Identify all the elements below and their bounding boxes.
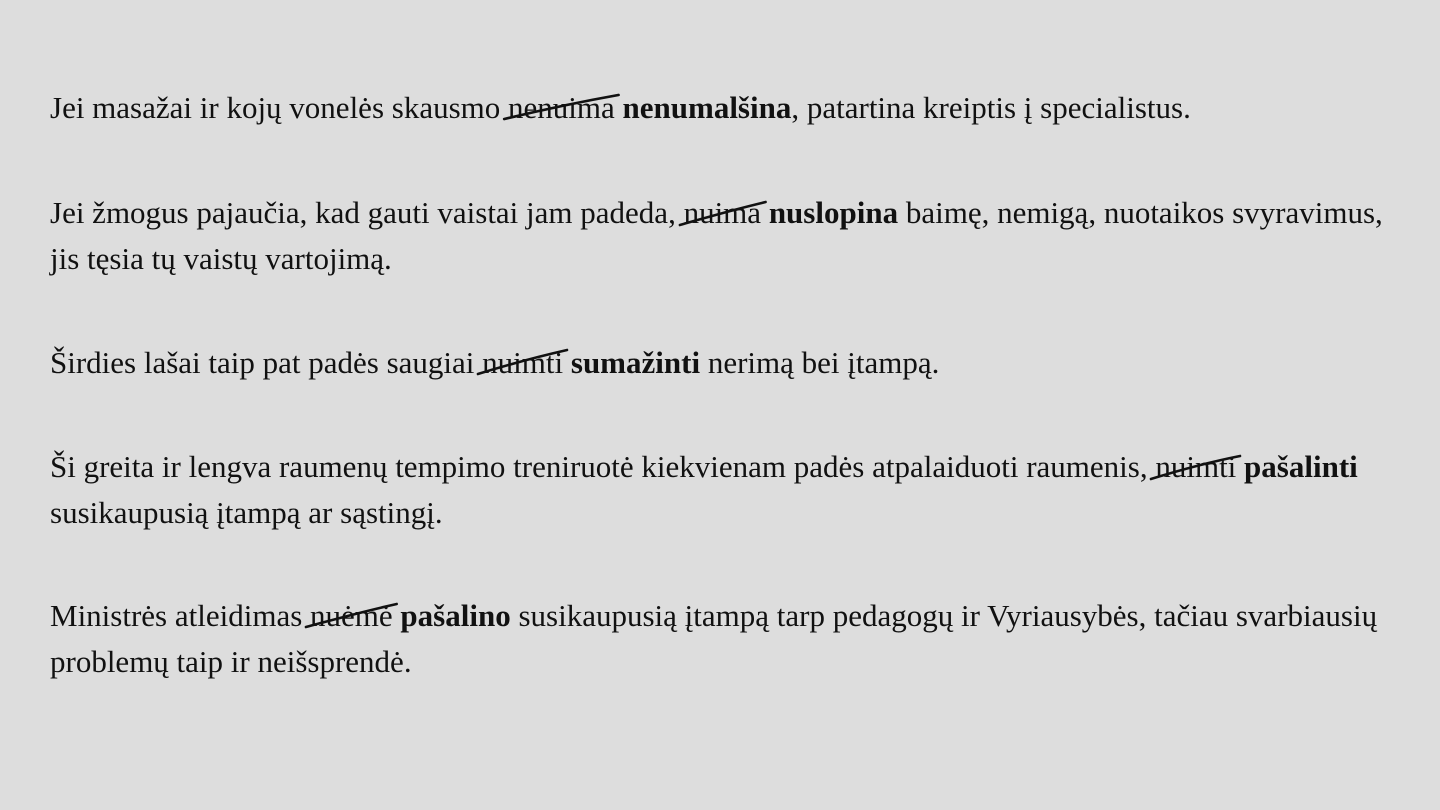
example-sentence <box>50 444 1390 536</box>
sentence-text: susikaupusią įtampą ar sąstingį. <box>50 495 443 530</box>
sentence-text: Ministrės atleidimas <box>50 598 311 633</box>
struck-word <box>508 85 615 131</box>
struck-word <box>482 340 563 386</box>
sentence-text: nerimą bei įtampą. <box>700 345 940 380</box>
struck-word-text: nuima <box>683 195 762 230</box>
struck-word <box>1155 444 1236 490</box>
example-sentence <box>50 190 1390 282</box>
struck-word-text: nuėmė <box>310 598 393 633</box>
struck-word-text: nuimti <box>482 345 564 380</box>
correction-word: sumažinti <box>570 345 701 380</box>
correction-word: pašalinti <box>1244 449 1358 484</box>
sentence-text: Jei masažai ir kojų vonelės skausmo <box>50 90 509 125</box>
sentence-text: , patartina kreiptis į specialistus. <box>791 90 1191 125</box>
correction-word: nenumalšina <box>622 90 792 125</box>
struck-word-text: nuimti <box>1155 449 1237 484</box>
example-sentence <box>50 593 1390 685</box>
struck-word <box>310 593 393 639</box>
sentence-text: Širdies lašai taip pat padės saugiai <box>50 345 483 380</box>
sentence-text: Ši greita ir lengva raumenų tempimo treniruotė kiekvienam padės atpalaiduoti raumenis, <box>50 449 1156 484</box>
struck-word-text: nenuima <box>508 90 615 125</box>
example-sentence <box>50 340 1390 386</box>
sentence-text: Jei žmogus pajaučia, kad gauti vaistai jam padeda, <box>50 195 684 230</box>
correction-word: pašalino <box>400 598 511 633</box>
sentence-text: susikaupusią įtampą tarp pedagogų ir Vyriausybės, tačiau svarbiausių problemų taip ir neišsprendė. <box>50 598 1378 679</box>
sentence-text: baimę, nemigą, nuotaikos svyravimus, jis tęsia tų vaistų vartojimą. <box>50 195 1383 276</box>
correction-word: nuslopina <box>768 195 899 230</box>
example-sentence <box>50 85 1390 131</box>
struck-word <box>684 190 762 236</box>
